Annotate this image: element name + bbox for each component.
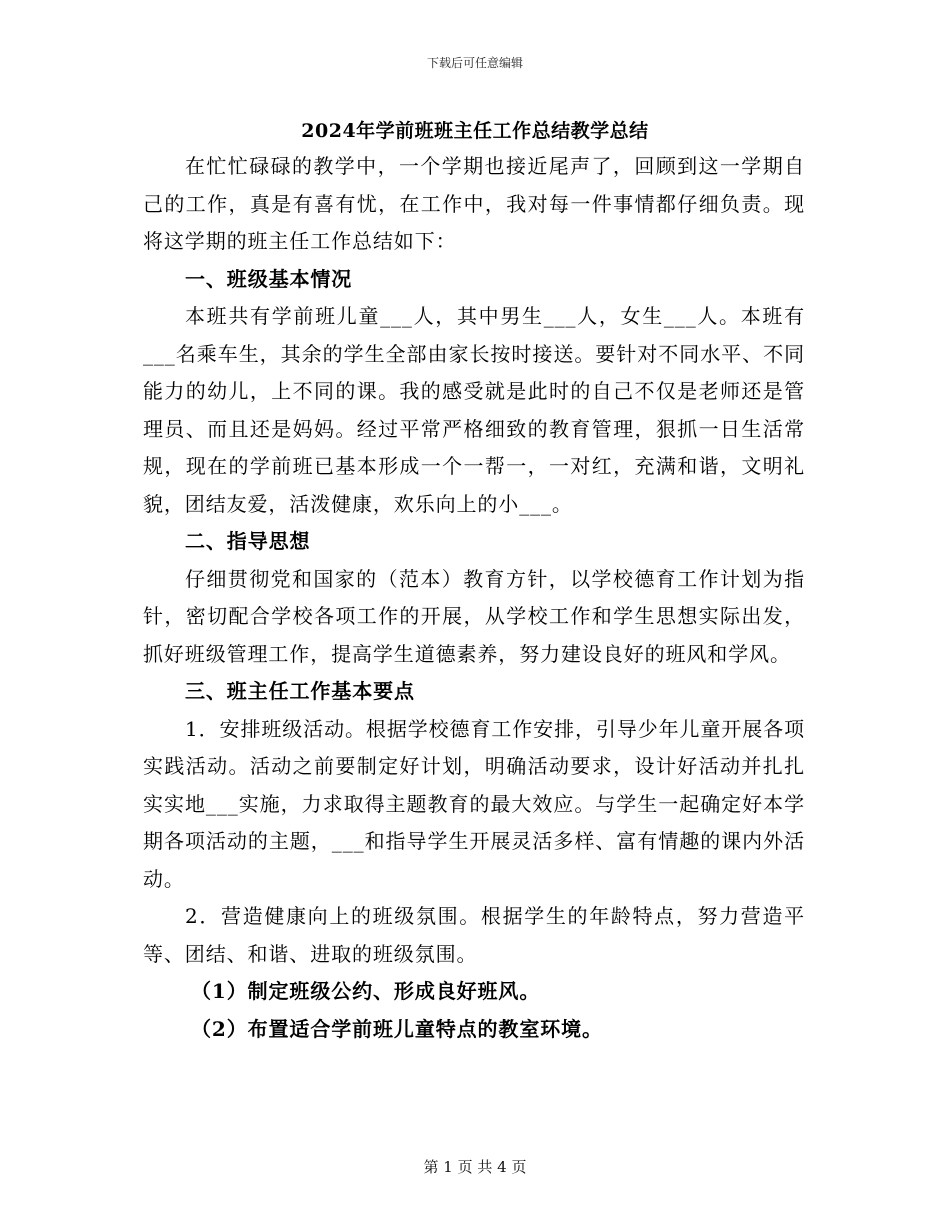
section-3-subitem-1: （1）制定班级公约、形成良好班风。 [191,979,541,1003]
section-3-item-2: 2．营造健康向上的班级氛围。根据学生的年龄特点，努力营造平等、团结、和谐、进取的班级氛围。 [143,904,805,966]
document-body [143,148,805,1048]
section-1-heading: 一、班级基本情况 [185,266,353,291]
section-1-paragraph: 本班共有学前班儿童___人，其中男生___人，女生___人。本班有___名乘车生，其余的学生全部由家长按时接送。要针对不同水平、不同能力的幼儿，上不同的课。我的感受就是此时的自己不仅是老师还是管理员、而且还是妈妈。经过平常严格细致的教育管理，狠抓一日生活常规，现在的学前班已基本形成一个一帮一，一对红，充满和谐，文明礼貌，团结友爱，活泼健康，欢乐向上的小___。 [143,304,805,516]
intro-paragraph: 在忙忙碌碌的教学中，一个学期也接近尾声了，回顾到这一学期自己的工作，真是有喜有忧，在工作中，我对每一件事情都仔细负责。现将这学期的班主任工作总结如下： [143,154,805,253]
section-2-heading: 二、指导思想 [185,529,311,553]
document-title: 2024年学前班班主任工作总结教学总结 [301,120,649,142]
section-2-paragraph: 仔细贯彻党和国家的（范本）教育方针，以学校德育工作计划为指针，密切配合学校各项工作的开展，从学校工作和学生思想实际出发，抓好班级管理工作，提高学生道德素养，努力建设良好的班风和学风。 [143,566,805,666]
section-3-subitem-2: （2）布置适合学前班儿童特点的教室环境。 [191,1016,603,1041]
header-note: 下载后可任意编辑 [426,56,523,70]
section-3-item-1: 1．安排班级活动。根据学校德育工作安排，引导少年儿童开展各项实践活动。活动之前要制定好计划，明确活动要求，设计好活动并扎扎实实地___实施，力求取得主题教育的最大效应。与学生一起确定好本学期各项活动的主题，___和指导学生开展灵活多样、富有情趣的课内外活动。 [143,716,805,891]
section-3-heading: 三、班主任工作基本要点 [185,679,415,703]
page-footer: 第 1 页 共 4 页 [423,1158,527,1176]
